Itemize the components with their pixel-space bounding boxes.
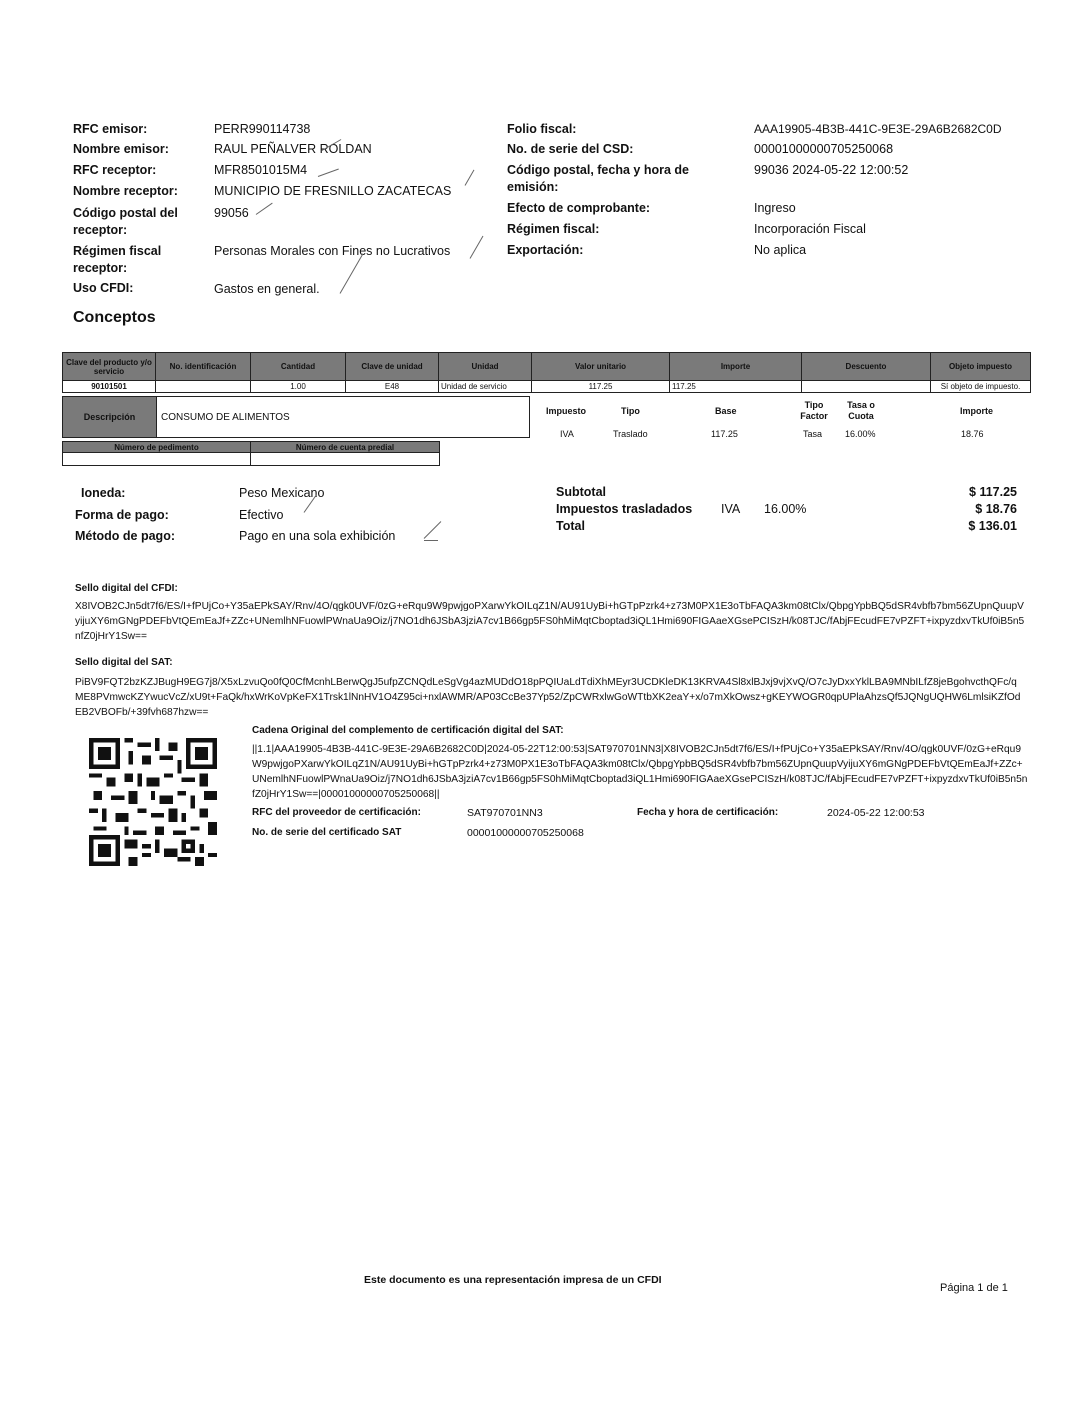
pedimento-table <box>62 441 440 466</box>
tax-header-impuesto: Impuesto <box>546 406 587 416</box>
sello-sat-label: Sello digital del SAT: <box>75 657 173 668</box>
cell-numero-pedimento <box>63 453 251 466</box>
tax-header-tipo-factor: Tipo Factor <box>800 400 828 421</box>
impuestos-tipo: IVA <box>721 502 741 516</box>
nombre-receptor-value: MUNICIPIO DE FRESNILLO ZACATECAS <box>214 184 452 198</box>
exportacion-label: Exportación: <box>507 243 584 257</box>
header-no-identificacion: No. identificación <box>156 353 251 381</box>
cell-no-identificacion <box>156 381 251 393</box>
cell-cantidad: 1.00 <box>251 381 346 393</box>
check-mark-icon <box>340 253 364 293</box>
tax-cell-importe: 18.76 <box>961 429 984 439</box>
header-objeto-impuesto: Objeto impuesto <box>931 353 1031 381</box>
header-importe: Importe <box>670 353 802 381</box>
qr-code-icon <box>89 738 217 866</box>
total-label: Total <box>556 519 585 533</box>
check-mark-icon <box>465 170 475 186</box>
footer-leyenda: Este documento es una representación impresa de un CFDI <box>364 1274 662 1286</box>
regimen-receptor-label-line2: receptor: <box>73 261 128 275</box>
rfc-proveedor-label: RFC del proveedor de certificación: <box>252 807 421 818</box>
conceptos-title: Conceptos <box>73 309 156 326</box>
sello-sat-value: PiBV9FQT2bzKZJBugH9EG7j8/X5xLzvuQo0fQ0CfMcnhLBerwQgJ5ufpZCNQdLeSgVg4azMUDdO18pPQIUaLdTdiXhMEyr3UCDKleDK13KRVA4Sl8xlBJxj9vjXvQ/O7cJyDxxYklLBA9MNbILfZ8jeBgohvcthQFc/qME8PVmwcKZYwucVcZ/xU9t+FaQk/hxWrKoVpKeFX1Trsk1lNnHV1O4Z95ci+nxlAWMR/AP03CcBe37Yp52/ZpCWRxlwGoWTtbXK2eaY+x/o7mXkOwsz+gKEYWOGR0qpUPlaAhzsQf5JQNgUQHW6LmlsiKZfOdEB2VBOFb/+39fvh687hzw== <box>75 677 1021 718</box>
cp-receptor-label-line2: receptor: <box>73 223 128 237</box>
metodo-pago-value: Pago en una sola exhibición <box>239 529 396 543</box>
tax-cell-tipo-factor: Tasa <box>803 429 823 439</box>
regimen-fiscal-label: Régimen fiscal: <box>507 222 600 236</box>
header-numero-pedimento: Número de pedimento <box>63 442 251 453</box>
uso-cfdi-label: Uso CFDI: <box>73 281 134 295</box>
nombre-emisor-label: Nombre emisor: <box>73 142 169 156</box>
tax-cell-impuesto: IVA <box>560 429 574 439</box>
metodo-pago-label: Método de pago: <box>75 529 175 543</box>
cadena-original-label: Cadena Original del complemento de certificación digital del SAT: <box>252 725 564 736</box>
cell-clave-producto: 90101501 <box>63 381 156 393</box>
tax-header-tipo: Tipo <box>621 406 640 416</box>
check-mark-icon <box>424 521 442 539</box>
moneda-value: Peso Mexicano <box>239 486 325 500</box>
cp-fecha-label-line1: Código postal, fecha y hora de <box>507 163 689 177</box>
regimen-receptor-label-line1: Régimen fiscal <box>73 244 162 258</box>
rfc-emisor-label: RFC emisor: <box>73 122 148 136</box>
tax-cell-tipo: Traslado <box>613 429 648 439</box>
nombre-receptor-label: Nombre receptor: <box>73 184 178 198</box>
header-cantidad: Cantidad <box>251 353 346 381</box>
cell-clave-unidad: E48 <box>346 381 439 393</box>
nombre-emisor-value: RAUL PEÑALVER ROLDAN <box>214 142 372 156</box>
forma-pago-value: Efectivo <box>239 508 284 522</box>
conceptos-header-row <box>63 353 1031 381</box>
cell-importe: 117.25 <box>670 381 802 393</box>
cell-objeto-impuesto: Sí objeto de impuesto. <box>931 381 1031 393</box>
check-mark-icon <box>470 236 484 259</box>
check-mark-icon <box>424 540 438 541</box>
serie-csd-label: No. de serie del CSD: <box>507 142 634 156</box>
folio-fiscal-value: AAA19905-4B3B-441C-9E3E-29A6B2682C0D <box>754 122 1002 136</box>
efecto-label: Efecto de comprobante: <box>507 201 651 215</box>
header-unidad: Unidad <box>439 353 532 381</box>
check-mark-icon <box>256 203 273 215</box>
header-descuento: Descuento <box>802 353 931 381</box>
cell-cuenta-predial <box>251 453 440 466</box>
header-cuenta-predial: Número de cuenta predial <box>251 442 440 453</box>
header-clave-unidad: Clave de unidad <box>346 353 439 381</box>
exportacion-value: No aplica <box>754 243 807 257</box>
serie-certificado-sat-label: No. de serie del certificado SAT <box>252 827 402 838</box>
cell-unidad: Unidad de servicio <box>439 381 532 393</box>
fecha-certificacion-label: Fecha y hora de certificación: <box>637 807 779 818</box>
impuestos-tasa: 16.00% <box>764 502 807 516</box>
serie-certificado-sat-value: 00001000000705250068 <box>467 827 584 839</box>
moneda-label: Ioneda: <box>81 486 126 500</box>
header-valor-unitario: Valor unitario <box>532 353 670 381</box>
sello-cfdi-label: Sello digital del CFDI: <box>75 583 178 594</box>
uso-cfdi-value: Gastos en general. <box>214 282 320 296</box>
subtotal-label: Subtotal <box>556 485 606 499</box>
descripcion-value: CONSUMO DE ALIMENTOS <box>161 412 290 423</box>
cp-receptor-label-line1: Código postal del <box>73 206 178 220</box>
tax-cell-tasa-cuota: 16.00% <box>845 429 876 439</box>
forma-pago-label: Forma de pago: <box>75 508 169 522</box>
total-value: $ 136.01 <box>968 519 1017 533</box>
cell-descuento <box>802 381 931 393</box>
folio-fiscal-label: Folio fiscal: <box>507 122 577 136</box>
serie-csd-value: 00001000000705250068 <box>754 142 894 156</box>
cp-fecha-value: 99036 2024-05-22 12:00:52 <box>754 163 909 177</box>
regimen-receptor-value: Personas Morales con Fines no Lucrativos <box>214 244 451 258</box>
impuestos-value: $ 18.76 <box>975 502 1017 516</box>
descripcion-label: Descripción <box>83 412 136 422</box>
rfc-emisor-value: PERR990114738 <box>214 122 311 136</box>
regimen-fiscal-value: Incorporación Fiscal <box>754 222 866 236</box>
tax-header-base: Base <box>715 406 737 416</box>
page-number: Página 1 de 1 <box>940 1282 1008 1294</box>
rfc-proveedor-value: SAT970701NN3 <box>467 807 543 819</box>
rfc-receptor-label: RFC receptor: <box>73 163 157 177</box>
tax-cell-base: 117.25 <box>711 429 738 439</box>
fecha-certificacion-value: 2024-05-22 12:00:53 <box>827 807 925 819</box>
header-clave-producto: Clave del producto y/o servicio <box>63 353 156 381</box>
cp-fecha-label-line2: emisión: <box>507 180 559 194</box>
cp-receptor-value: 99056 <box>214 206 249 220</box>
tax-header-tasa-cuota: Tasa o Cuota <box>847 400 875 421</box>
rfc-receptor-value: MFR8501015M4 <box>214 163 308 177</box>
cell-valor-unitario: 117.25 <box>532 381 670 393</box>
tax-header-importe: Importe <box>960 406 994 416</box>
conceptos-table <box>62 352 1031 393</box>
impuestos-trasladados-label: Impuestos trasladados <box>556 502 693 516</box>
check-mark-icon <box>318 169 339 177</box>
efecto-value: Ingreso <box>754 201 796 215</box>
table-row <box>63 381 1031 393</box>
subtotal-value: $ 117.25 <box>969 485 1017 499</box>
sello-cfdi-value: X8IVOB2CJn5dt7f6/ES/I+fPUjCo+Y35aEPkSAY/Rnv/4O/qgk0UVF/0zG+eRqu9W9pwjgoPXarwYkOILqZ1N/AU91UyBi+hGTpPzrk4+z73M0PX1E3oTbFAQA3km08tClx/QbpgYpbBQ5dSR4vbfb7bm56ZUpnQuupVyijuXY6mGNgPDEFbVtQEmEaJf+ZZc+UNemlhNFuowlPWnaUa9Oiz/j7NO1dh6JSbA3jziA7cv1B66gp5FS0hMiMqtCboptad3iQL1Hmi690FIGAaeXGsePCISzH/k08TJC/fAbjFEcudFE7vPZFT+ixpyzdxvTkUf0iB5n5nfZ0jHrY1Sw== <box>75 601 1025 642</box>
cadena-original-value: ||1.1|AAA19905-4B3B-441C-9E3E-29A6B2682C0D|2024-05-22T12:00:53|SAT970701NN3|X8IVOB2CJn5dt7f6/ES/I+fPUjCo+Y35aEPkSAY/Rnv/4O/qgk0UVF/0zG+eRqu9W9pwjgoPXarwYkOILqZ1N/AU91UyBi+hGTpPzrk4+z73M0PX1E3oTbFAQA3km08tClx/QbpgYpbBQ5dSR4vbfb7bm56ZUpnQuupVyijuXY6mGNgPDEFbVtQEmEaJf+ZZc+UNemlhNFuowlPWnaUa9Oiz/j7NO1dh6JSbA3jziA7cv1B66gp5FS0hMiMqtCboptad3iQL1Hmi690FIGAaeXGsePCISzH/k08TJC/fAbjFEcudFE7vPZFT+ixpyzdxvTkUf0iB5n5nfZ0jHrY1Sw==|00001000000705250068|| <box>252 744 1028 800</box>
